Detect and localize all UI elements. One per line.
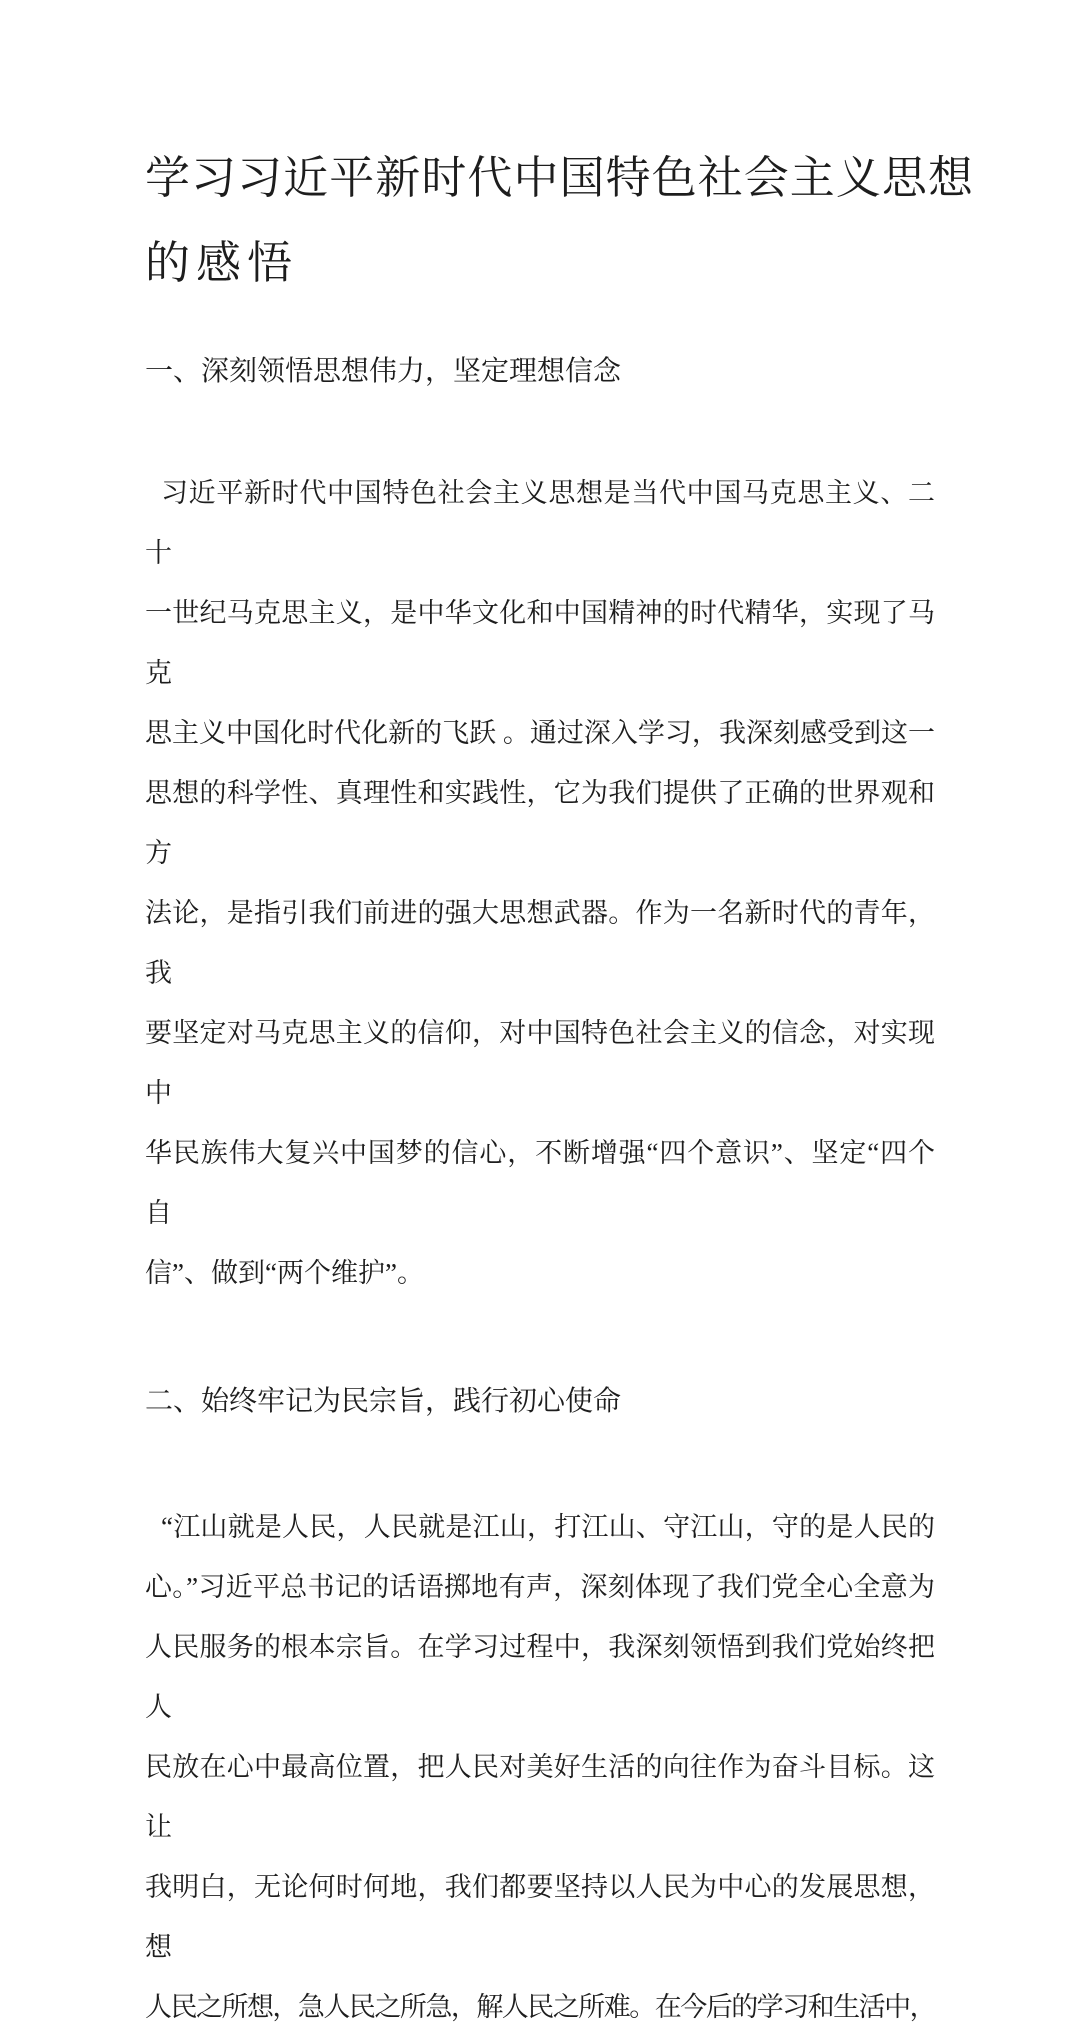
section-2-paragraph xyxy=(145,1497,935,2037)
paragraph-line: 我明白，无论何时何地，我们都要坚持以人民为中心的发展思想，想 xyxy=(145,1872,935,1962)
paragraph-line: 华民族伟大复兴中国梦的信心，不断增强“四个意识”、坚定“四个自 xyxy=(145,1138,935,1228)
paragraph-line: 民放在心中最高位置，把人民对美好生活的向往作为奋斗目标。这让 xyxy=(145,1752,935,1842)
paragraph-line: 信”、做到“两个维护”。 xyxy=(145,1258,424,1288)
paragraph-line: 习近平新时代中国特色社会主义思想是当代中国马克思主义、二十 xyxy=(145,478,935,568)
paragraph-line: “江山就是人民，人民就是江山，打江山、守江山，守的是人民的 xyxy=(161,1512,935,1542)
document-title-line-2: 的感悟 xyxy=(145,238,299,288)
paragraph-line: 心。”习近平总书记的话语掷地有声，深刻体现了我们党全心全意为 xyxy=(145,1572,935,1602)
section-1-paragraph xyxy=(145,463,935,1303)
document-title-line-1: 学习习近平新时代中国特色社会主义思想 xyxy=(145,153,973,203)
document-title xyxy=(145,136,973,306)
paragraph-line: 思主义中国化时代化新的飞跃 。通过深入学习，我深刻感受到这一 xyxy=(145,718,935,748)
section-2-heading: 二、始终牢记为民宗旨，践行初心使命 xyxy=(145,1386,622,1417)
paragraph-line: 法论，是指引我们前进的强大思想武器。作为一名新时代的青年，我 xyxy=(145,898,935,988)
document-page xyxy=(0,136,1080,2022)
paragraph-line: 一世纪马克思主义，是中华文化和中国精神的时代精华，实现了马克 xyxy=(145,598,935,688)
section-1 xyxy=(145,342,935,1303)
paragraph-line: 思想的科学性、真理性和实践性，它为我们提供了正确的世界观和方 xyxy=(145,778,935,868)
section-1-heading: 一、深刻领悟思想伟力，坚定理想信念 xyxy=(145,356,622,387)
paragraph-line: 人民之所想，急人民之所急，解人民之所难。在今后的学习和生活中， xyxy=(145,1992,935,2022)
paragraph-line: 要坚定对马克思主义的信仰，对中国特色社会主义的信念，对实现中 xyxy=(145,1018,935,1108)
paragraph-line: 人民服务的根本宗旨。在学习过程中，我深刻领悟到我们党始终把人 xyxy=(145,1632,935,1722)
section-2 xyxy=(145,1372,935,2037)
